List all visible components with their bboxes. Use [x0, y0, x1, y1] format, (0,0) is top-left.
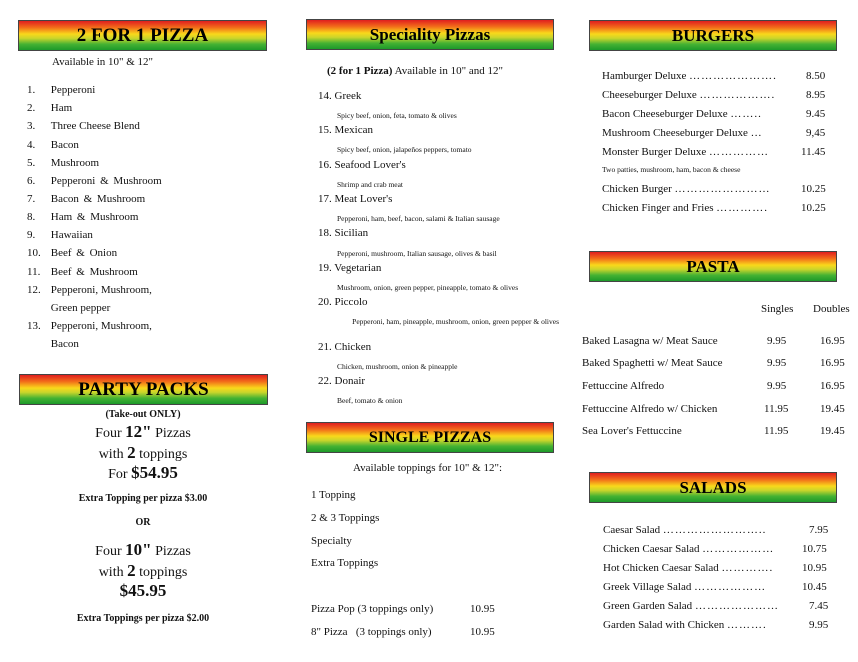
- two-for-one-pizza-header: [18, 20, 267, 51]
- list-item: 10. Beef & Onion: [27, 247, 118, 259]
- menu-price: 8.50: [806, 70, 826, 82]
- deal-10-price: $45.95: [119, 581, 167, 600]
- menu-price: 7.95: [809, 524, 829, 536]
- list-item: 9. Hawaiian: [27, 229, 93, 241]
- list-item: 4. Bacon: [27, 139, 79, 151]
- menu-item: Chicken Burger ……………………: [602, 183, 771, 195]
- pasta-col-doubles: Doubles: [813, 303, 850, 315]
- deal-12-line1: Four 12" Pizzas: [95, 422, 191, 441]
- pizza-description: Beef, tomato & onion: [337, 396, 403, 405]
- list-item: 2. Ham: [27, 102, 73, 114]
- list-item: 19. Vegetarian: [318, 262, 382, 274]
- pasta-col-singles: Singles: [761, 303, 794, 315]
- menu-item: Mushroom Cheeseburger Deluxe …: [602, 127, 763, 139]
- list-item: Bacon: [50, 338, 79, 350]
- menu-item: Monster Burger Deluxe ……………: [602, 146, 770, 158]
- takeout-note: (Take-out ONLY): [105, 409, 181, 420]
- menu-item: Hot Chicken Caesar Salad ………….: [603, 562, 774, 574]
- menu-price: 9,45: [806, 127, 826, 139]
- list-item: 18. Sicilian: [318, 227, 369, 239]
- price-single: 9.95: [767, 380, 787, 392]
- price-double: 16.95: [820, 380, 845, 392]
- party-packs-title: PARTY PACKS: [78, 379, 209, 400]
- pasta-header: [589, 251, 837, 282]
- menu-price: 8.95: [806, 89, 826, 101]
- burgers-header: [589, 20, 837, 51]
- price-single: 11.95: [764, 425, 789, 437]
- menu-item: Caesar Salad ……………………..: [603, 524, 767, 536]
- single-pizzas-header: [306, 422, 554, 453]
- deal-10-line2: with 2 toppings: [98, 561, 188, 580]
- speciality-subtitle: (2 for 1 Pizza) Available in 10" and 12": [327, 65, 503, 77]
- list-item: 13. Pepperoni, Mushroom,: [27, 320, 152, 332]
- menu-item: Green Garden Salad …………………: [603, 600, 779, 612]
- menu-item: Baked Spaghetti w/ Meat Sauce: [582, 357, 723, 369]
- menu-item: Chicken Caesar Salad ………………: [603, 543, 775, 555]
- pasta-title: PASTA: [686, 257, 740, 276]
- menu-price: 11.45: [801, 146, 826, 158]
- list-item: 16. Seafood Lover's: [318, 159, 406, 171]
- list-item: 5. Mushroom: [27, 157, 100, 169]
- pizza-description: Pepperoni, ham, beef, bacon, salami & Italian sausage: [337, 214, 500, 223]
- price-single: 9.95: [767, 357, 787, 369]
- list-item: 2 & 3 Toppings: [311, 512, 380, 524]
- list-item: 14. Greek: [318, 90, 362, 102]
- pizza-description: Pepperoni, ham, pineapple, mushroom, onion, green pepper & olives: [352, 317, 559, 326]
- party-packs-header: [19, 374, 268, 405]
- list-item: 22. Donair: [318, 375, 366, 387]
- menu-price: 9.95: [809, 619, 829, 631]
- menu-item: Sea Lover's Fettuccine: [582, 425, 682, 437]
- salads-title: SALADS: [679, 478, 747, 497]
- eight-inch-pizza-price: 10.95: [470, 626, 495, 638]
- list-item: 15. Mexican: [318, 124, 373, 136]
- menu-price: 10.25: [801, 183, 826, 195]
- extra-topping-2: Extra Toppings per pizza $2.00: [76, 613, 210, 624]
- deal-10-line1: Four 10" Pizzas: [95, 540, 191, 559]
- pizza-pop-name: Pizza Pop (3 toppings only): [311, 603, 434, 615]
- monster-burger-note: Two patties, mushroom, ham, bacon & cheese: [602, 165, 741, 174]
- pizza-description: Spicy beef, onion, jalapeños peppers, tomato: [337, 145, 472, 154]
- menu-item: Garden Salad with Chicken ……….: [603, 619, 767, 631]
- speciality-pizzas-title: Speciality Pizzas: [369, 25, 491, 44]
- deal-12-line3: For $54.95: [108, 463, 178, 482]
- pizza-description: Shrimp and crab meat: [337, 180, 404, 189]
- menu-price: 10.75: [802, 543, 827, 555]
- list-item: 21. Chicken: [318, 341, 372, 353]
- extra-topping-3: Extra Topping per pizza $3.00: [78, 493, 208, 504]
- menu-item: Chicken Finger and Fries ………….: [602, 202, 769, 214]
- speciality-pizzas-header: [306, 19, 554, 50]
- price-double: 16.95: [820, 357, 845, 369]
- pizza-description: Spicy beef, onion, feta, tomato & olives: [337, 111, 457, 120]
- single-available: Available toppings for 10" & 12":: [353, 462, 503, 474]
- menu-price: 10.95: [802, 562, 827, 574]
- list-item: 11. Beef & Mushroom: [27, 266, 138, 278]
- list-item: 1. Pepperoni: [27, 84, 96, 96]
- list-item: 7. Bacon & Mushroom: [27, 193, 146, 205]
- menu-price: 10.45: [802, 581, 827, 593]
- list-item: Specialty: [311, 535, 352, 547]
- list-item: Extra Toppings: [311, 557, 379, 569]
- price-double: 19.45: [820, 425, 845, 437]
- list-item: 17. Meat Lover's: [318, 193, 393, 205]
- pizza-description: Mushroom, onion, green pepper, pineapple, tomato & olives: [337, 283, 519, 292]
- menu-item: Hamburger Deluxe ………………….: [602, 70, 777, 82]
- price-double: 16.95: [820, 335, 845, 347]
- list-item: Green pepper: [50, 302, 111, 314]
- menu-item: Greek Village Salad ………………: [603, 581, 767, 593]
- pizza-description: Pepperoni, mushroom, Italian sausage, olives & basil: [337, 249, 497, 258]
- pizza-description: Chicken, mushroom, onion & pineapple: [337, 362, 458, 371]
- deal-12-line2: with 2 toppings: [98, 443, 188, 462]
- menu-price: 10.25: [801, 202, 826, 214]
- burgers-title: BURGERS: [671, 26, 755, 45]
- list-item: 12. Pepperoni, Mushroom,: [27, 284, 152, 296]
- menu-item: Fettuccine Alfredo w/ Chicken: [582, 403, 718, 415]
- menu-item: Baked Lasagna w/ Meat Sauce: [582, 335, 718, 347]
- or-label: OR: [135, 517, 151, 528]
- list-item: 20. Piccolo: [318, 296, 368, 308]
- party-packs-section: [18, 408, 268, 624]
- salads-header: [589, 472, 837, 503]
- price-double: 19.45: [820, 403, 845, 415]
- single-pizzas-title: SINGLE PIZZAS: [368, 429, 492, 446]
- list-item: 3. Three Cheese Blend: [27, 120, 140, 132]
- list-item: 8. Ham & Mushroom: [27, 211, 139, 223]
- menu-item: Fettuccine Alfredo: [582, 380, 665, 392]
- eight-inch-pizza-name: 8" Pizza (3 toppings only): [311, 626, 432, 638]
- list-item: 1 Topping: [311, 489, 356, 501]
- price-single: 11.95: [764, 403, 789, 415]
- menu-price: 9.45: [806, 108, 826, 120]
- pizza-pop-price: 10.95: [470, 603, 495, 615]
- menu-item: Cheeseburger Deluxe ……………….: [602, 89, 776, 101]
- menu-price: 7.45: [809, 600, 829, 612]
- two-for-one-available: Available in 10" & 12": [52, 56, 154, 68]
- menu-item: Bacon Cheeseburger Deluxe ……..: [602, 108, 762, 120]
- two-for-one-pizza-title: 2 FOR 1 PIZZA: [76, 25, 209, 46]
- price-single: 9.95: [767, 335, 787, 347]
- list-item: 6. Pepperoni & Mushroom: [27, 175, 162, 187]
